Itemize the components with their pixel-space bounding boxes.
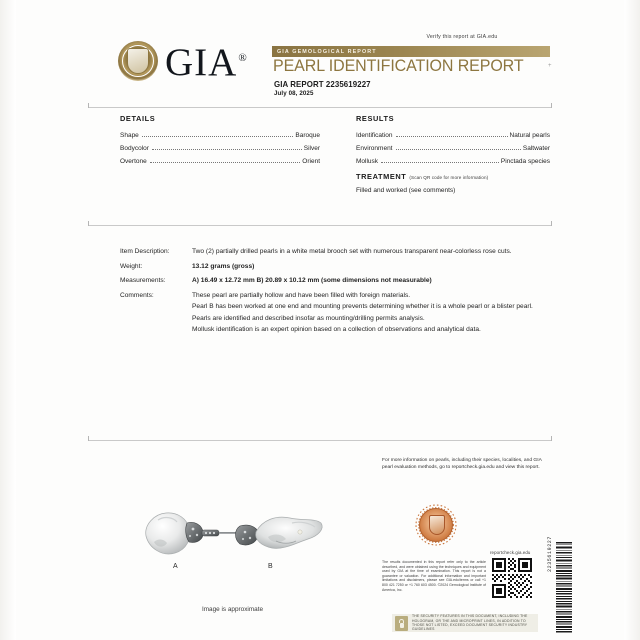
treatment-value: Filled and worked (see comments) [356,187,456,194]
image-approximate-caption: Image is approximate [201,606,264,613]
details-label-shape: Shape [120,132,139,139]
comment-line: Mollusk identification is an expert opinion based on a collection of observations and analytical data. [192,326,481,333]
leader-dots [381,161,499,163]
comment-line: Pearls are identified and described insofar as mounting/drilling permits analysis. [192,314,425,322]
treatment-section [356,172,550,194]
rule-tick-right-top [551,103,552,108]
report-number: GIA REPORT 2235619227 [274,79,371,89]
divider-bottom [88,440,552,441]
comment-line: These pearl are partially hollow and have been filled with foreign materials. [192,291,411,299]
details-label-bodycolor: Bodycolor [120,145,149,152]
results-row-identification [356,129,550,142]
gia-seal-icon [118,41,158,81]
details-heading: DETAILS [120,114,156,123]
divider-middle [88,225,552,226]
leader-dots [142,135,294,137]
lock-icon [395,616,408,631]
gia-medallion-seal-icon [414,503,458,547]
rule-tick-left-top [88,103,89,108]
pearl-figure-labels [140,563,325,575]
results-row-environment [356,142,550,155]
report-barcode [556,541,572,633]
results-label-environment: Environment [356,145,393,152]
item-label-description: Item Description: [120,248,170,255]
report-date: July 08, 2025 [274,90,314,97]
leader-dots [396,148,521,150]
item-row-weight [120,262,548,273]
gia-seal-ring [122,45,154,77]
page-title: PEARL IDENTIFICATION REPORT [273,57,524,75]
security-features-text: THE SECURITY FEATURES IN THIS DOCUMENT, INCLUDING THE HOLOGRAM, OR THE AND MICROPRINT LINES, IN ADDITION TO THOSE NOT LISTED, EXCEED DOCUMENT SECURITY INDUSTRY GUIDELINES [412,614,528,632]
item-label-measurements: Measurements: [120,277,166,284]
gia-logo [118,38,248,83]
gia-medallion-core [419,508,453,542]
results-label-identification: Identification [356,132,393,139]
leader-dots [152,148,302,150]
verify-report-line: Verify this report at GIA.edu [426,34,498,40]
leader-dots [150,161,301,163]
leader-dots [396,135,508,137]
qr-code[interactable] [490,556,534,600]
details-row-shape [120,129,320,142]
comment-line: Pearl B has been worked at one end and mounting prevents determining whether it is a whole pearl or a blister pearl. [192,303,533,310]
divider-top [88,107,552,108]
treatment-heading-text: TREATMENT [356,172,407,181]
details-row-overtone [120,155,320,168]
rule-tick-right-mid [551,221,552,226]
item-label-weight: Weight: [120,262,143,270]
rule-tick-right-bottom [551,436,552,441]
gia-wordmark-text: GIA [165,41,238,84]
details-section [120,114,320,168]
item-value-comments [192,291,548,337]
gemological-report-band [272,46,550,57]
reportcheck-url-label: reportcheck.gia.edu [490,550,531,555]
results-heading: RESULTS [356,114,395,123]
details-value-bodycolor: Silver [303,145,320,152]
results-row-mollusk [356,155,550,168]
item-value-weight: 13.12 grams (gross) [192,262,255,270]
item-label-comments: Comments: [120,291,154,299]
results-label-mollusk: Mollusk [356,158,379,165]
scan-edge-left [0,0,16,640]
item-row-comments [120,291,548,337]
item-row-description [120,247,548,258]
header-registration-tick: + [548,63,552,69]
rule-tick-left-mid [88,221,89,226]
scan-edge-right [624,0,640,640]
results-value-environment: Saltwater [522,145,550,152]
results-value-identification: Natural pearls [509,132,550,139]
more-information-note: For more information on pearls, including their species, localities, and GIA pearl evaluation methods, go to reportcheck.gia.edu and view this report. [382,458,542,470]
legal-disclaimer: The results documented in this report refer only to the article described, and were obtained using the techniques and equipment used by GIA at the time of examination. This report is not a guarantee or valuation. For additional information and important limitations and disclaimers, please see GIA.edu/terms or call +1 800 421 7250 or +1 760 603 4500. ©2024 Gemological Institute of America, Inc. [382,560,486,592]
barcode-number: 2235619227 [547,535,553,572]
results-value-mollusk: Pinctada species [500,158,550,165]
pearl-label-a: A [173,563,178,570]
treatment-heading-note: (Scan QR code for more information) [409,175,489,180]
security-features-strip [392,614,538,632]
rule-tick-left-bottom [88,436,89,441]
item-description-section [120,247,548,341]
item-row-measurements [120,276,548,287]
results-section [356,114,550,168]
item-value-description: Two (2) partially drilled pearls in a white metal brooch set with numerous transparent near-colorless rose cuts. [192,248,512,255]
gemological-report-band-label: GIA GEMOLOGICAL REPORT [277,48,377,55]
treatment-heading [356,172,550,181]
details-row-bodycolor [120,142,320,155]
pearl-label-b: B [268,563,273,570]
item-value-measurements: A) 16.49 x 12.72 mm B) 20.89 x 10.12 mm (some dimensions not measurable) [192,277,432,284]
details-value-overtone: Orient [302,158,320,165]
details-label-overtone: Overtone [120,158,147,165]
registered-mark-icon: ® [238,52,248,64]
details-value-shape: Baroque [295,132,320,139]
gia-wordmark [165,38,248,83]
report-header [118,34,550,96]
